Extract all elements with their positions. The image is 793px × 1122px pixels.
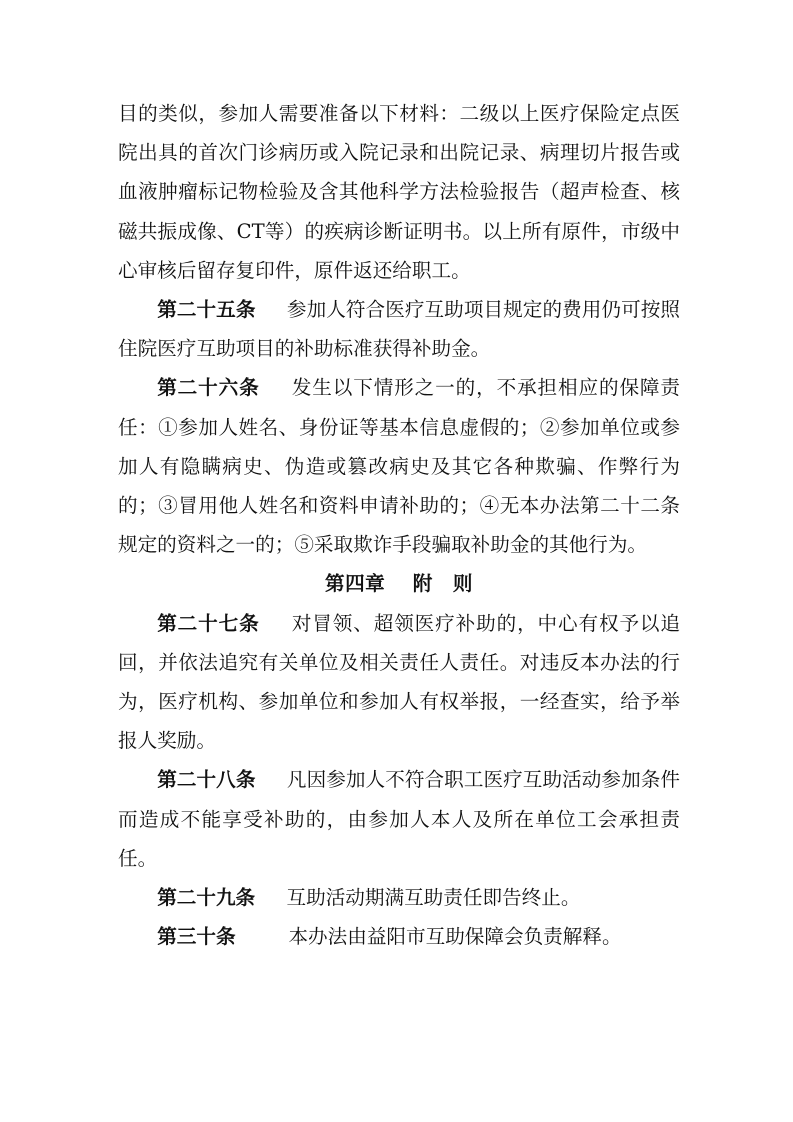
- article-number: 第二十六条: [157, 376, 260, 400]
- article-text: 互助活动期满互助责任即告终止。: [286, 886, 581, 910]
- document-body: [118, 94, 680, 956]
- chapter-number: 第四章: [325, 572, 386, 596]
- article-text: 参加人符合医疗互助项目规定的费用仍可按照住院医疗互助项目的补助标准获得补助金。: [118, 298, 681, 361]
- article-number: 第二十八条: [157, 768, 256, 792]
- chapter-title: 附 则: [412, 572, 473, 596]
- article-text: 发生以下情形之一的，不承担相应的保障责任：①参加人姓名、身份证等基本信息虚假的；②参加单位或参加人有隐瞒病史、伪造或篡改病史及其它各种欺骗、作弊行为的；③冒用他人姓名和资料申请补助的；④无本办法第二十二条规定的资料之一的；⑤采取欺诈手段骗取补助金的其他行为。: [118, 376, 681, 557]
- article-text: 对冒领、超领医疗补助的，中心有权予以追回，并依法追究有关单位及相关责任人责任。对违反本办法的行为，医疗机构、参加单位和参加人有权举报，一经查实，给予举报人奖励。: [118, 611, 681, 753]
- article-number: 第二十五条: [157, 298, 256, 322]
- article-27: [118, 604, 680, 761]
- article-text: 凡因参加人不符合职工医疗互助活动参加条件而造成不能享受补助的，由参加人本人及所在单位工会承担责任。: [118, 768, 681, 870]
- article-number: 第三十条: [157, 925, 236, 949]
- article-29: [118, 878, 680, 917]
- article-number: 第二十九条: [157, 886, 256, 910]
- article-25: [118, 290, 680, 368]
- article-number: 第二十七条: [157, 611, 260, 635]
- article-28: [118, 760, 680, 878]
- intro-paragraph: 目的类似，参加人需要准备以下材料：二级以上医疗保险定点医院出具的首次门诊病历或入院记录和出院记录、病理切片报告或血液肿瘤标记物检验及含其他科学方法检验报告（超声检查、核磁共振成像、CT等）的疾病诊断证明书。以上所有原件，市级中心审核后留存复印件，原件返还给职工。: [118, 102, 680, 282]
- article-text: 本办法由益阳市互助保障会负责解释。: [288, 925, 622, 949]
- chapter-heading: [118, 564, 680, 603]
- article-26: [118, 368, 680, 564]
- article-30: [118, 917, 680, 956]
